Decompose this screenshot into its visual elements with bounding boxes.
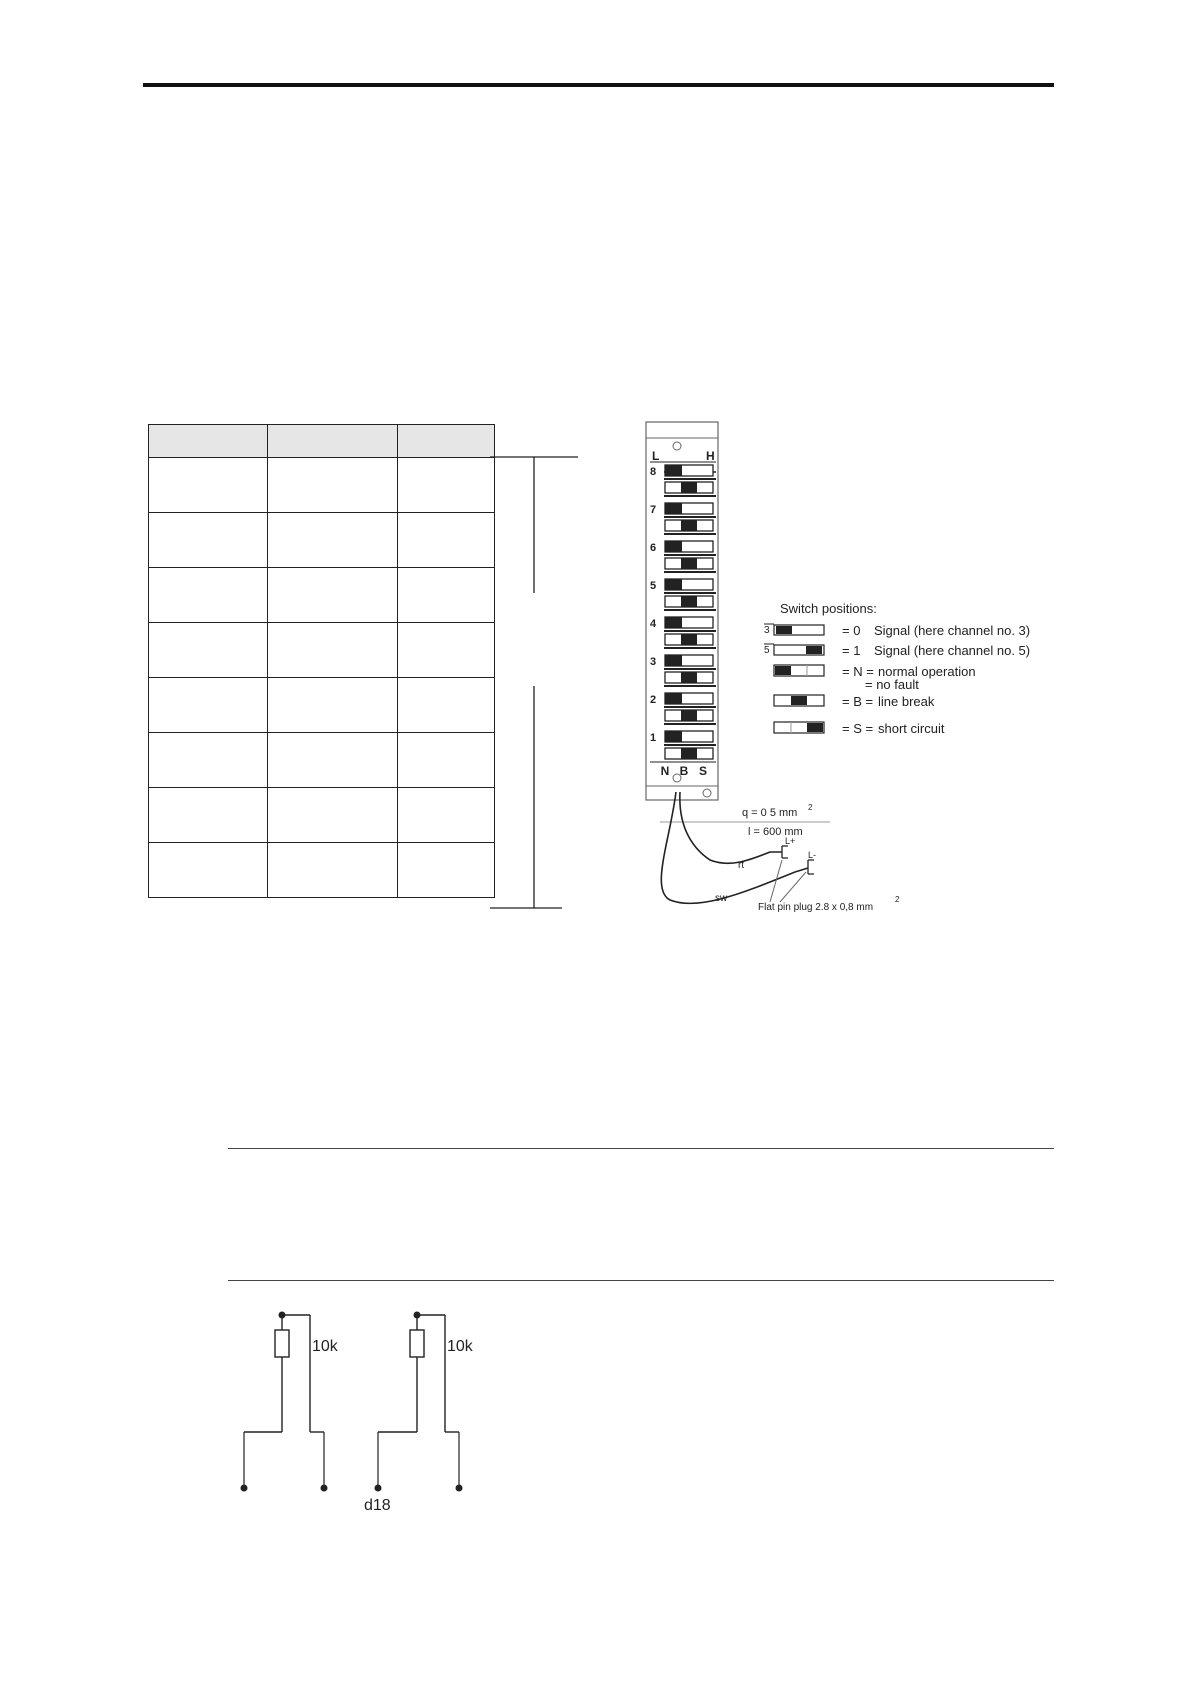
section-rule [228, 1148, 1054, 1149]
cross-section-label: q = 0 5 mm [742, 807, 798, 819]
table-header-row [149, 425, 495, 458]
legend-text: normal operation [878, 664, 976, 679]
table-row [149, 678, 495, 733]
legend-text: Signal (here channel no. 5) [874, 643, 1031, 658]
plug-minus-icon [808, 860, 814, 874]
length-label: l = 600 mm [748, 826, 803, 838]
terminal-dot [375, 1485, 382, 1492]
channel-number: 7 [650, 504, 657, 516]
channel-number: 8 [650, 466, 657, 478]
channel-table [148, 424, 495, 898]
plug-plus-icon [782, 846, 788, 858]
table-row [149, 843, 495, 898]
black-wire-label: sw [715, 893, 728, 904]
plug-label: Flat pin plug 2.8 x 0,8 mm [758, 902, 874, 913]
legend-text-secondary: = no fault [865, 677, 919, 692]
terminal-label: d18 [364, 1497, 391, 1514]
pullup-circuit [230, 1305, 530, 1525]
table-row [149, 788, 495, 843]
channel-number: 6 [650, 542, 657, 554]
legend-title: Switch positions: [780, 601, 877, 616]
table-header-cell [149, 425, 268, 458]
legend-text: Signal (here channel no. 3) [874, 623, 1031, 638]
resistor-value: 10k [447, 1338, 473, 1355]
terminal-dot [321, 1485, 328, 1492]
legend-code: = S = [842, 721, 874, 736]
terminal-dot [241, 1485, 248, 1492]
red-wire-label: rt [738, 860, 745, 871]
resistor-value: 10k [312, 1338, 338, 1355]
table-row [149, 513, 495, 568]
high-label: H [706, 449, 715, 463]
table-brackets [490, 455, 580, 915]
table-row [149, 568, 495, 623]
table-header-cell [398, 425, 495, 458]
resistor-icon [275, 1330, 289, 1357]
short-label: S [698, 764, 708, 778]
legend-code: = 0 [842, 623, 861, 638]
low-label: L [652, 449, 660, 463]
channel-number: 4 [650, 618, 657, 630]
legend-code: = B = [842, 694, 874, 709]
header-rule [143, 83, 1054, 87]
screw-icon [673, 442, 681, 450]
table-header-cell [268, 425, 398, 458]
section-rule [228, 1280, 1054, 1281]
terminal-plus-label: L+ [785, 836, 796, 846]
legend-prefix: 3 [764, 625, 770, 636]
legend-code: = 1 [842, 643, 861, 658]
legend-text: short circuit [878, 721, 945, 736]
channel-number: 2 [650, 694, 657, 706]
table-row [149, 458, 495, 513]
legend-text: line break [878, 694, 935, 709]
superscript: 2 [808, 803, 813, 812]
channel-number: 1 [650, 732, 657, 744]
channel-number: 3 [650, 656, 657, 668]
terminal-dot [456, 1485, 463, 1492]
dip-switch-diagram [640, 420, 1060, 920]
resistor-icon [410, 1330, 424, 1357]
legend-prefix: 5 [764, 645, 770, 656]
channel-number: 5 [650, 580, 657, 592]
terminal-minus-label: L- [808, 850, 817, 860]
legend-code: = N = [842, 664, 874, 679]
table-row [149, 623, 495, 678]
superscript: 2 [895, 895, 900, 904]
normal-label: N [660, 764, 670, 778]
screw-icon [703, 789, 711, 797]
table-row [149, 733, 495, 788]
break-label: B [679, 764, 689, 778]
